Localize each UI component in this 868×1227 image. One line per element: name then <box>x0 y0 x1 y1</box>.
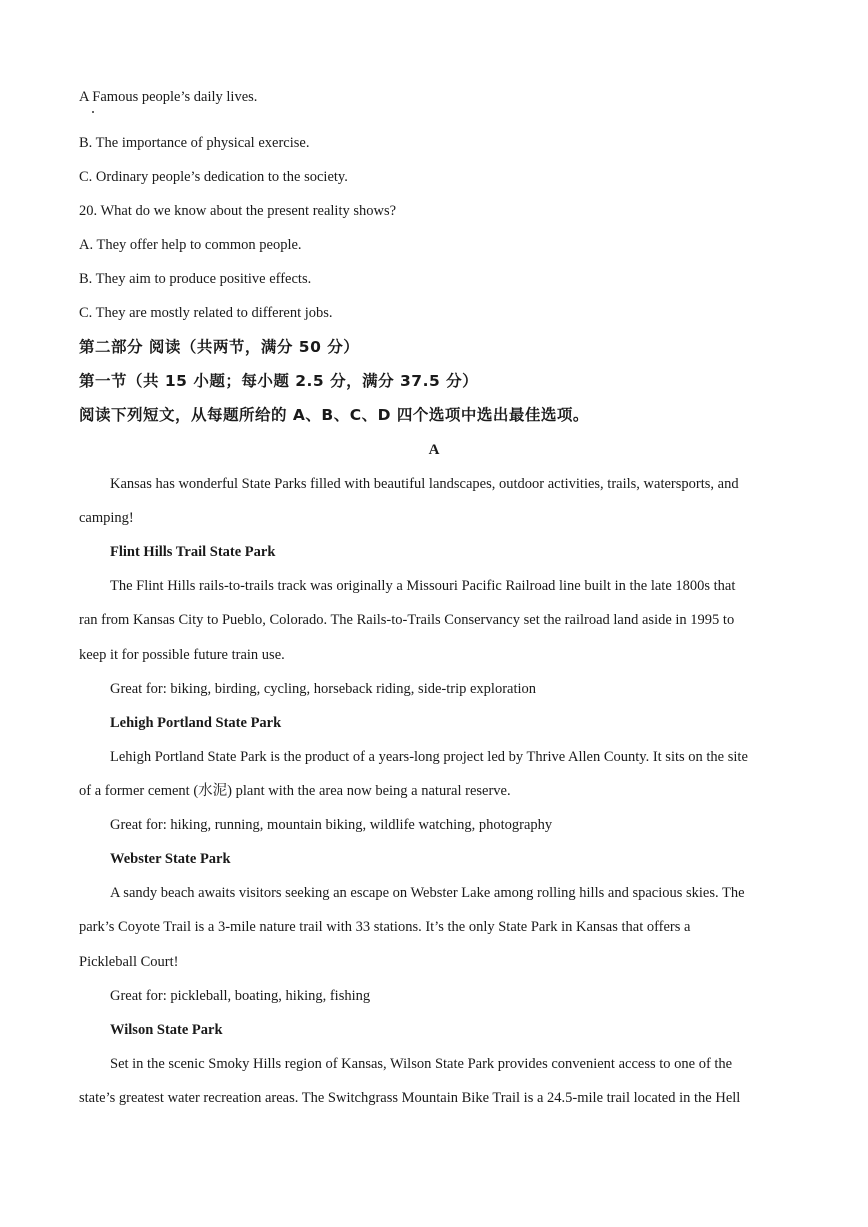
park-text: park’s Coyote Trail is a 3-mile nature trail with 33 stations. It’s the only State Park in Kansas that offers a <box>79 919 691 935</box>
park-text: of a former cement (水泥) plant with the area now being a natural reserve. <box>79 783 511 799</box>
park-heading-wilson: Wilson State Park <box>110 1022 223 1038</box>
park-heading-lehigh-portland: Lehigh Portland State Park <box>110 715 282 731</box>
great-for-webster: Great for: pickleball, boating, hiking, fishing <box>110 988 371 1004</box>
park-text: keep it for possible future train use. <box>79 647 285 663</box>
option-c: C. Ordinary people’s dedication to the society. <box>79 169 348 185</box>
park-text: ran from Kansas City to Pueblo, Colorado. The Rails-to-Trails Conservancy set the railroad land aside in 1995 to <box>79 612 735 628</box>
great-for-lehigh-portland: Great for: hiking, running, mountain biking, wildlife watching, photography <box>110 817 553 833</box>
intro-line-1: Kansas has wonderful State Parks filled with beautiful landscapes, outdoor activities, trails, watersports, and <box>110 476 739 492</box>
part-title: 第二部分 阅读（共两节，满分 50 分） <box>79 338 360 356</box>
great-for-flint-hills: Great for: biking, birding, cycling, horseback riding, side-trip exploration <box>110 681 537 697</box>
instruction: 阅读下列短文，从每题所给的 A、B、C、D 四个选项中选出最佳选项。 <box>79 406 589 424</box>
section-subtitle: 第一节（共 15 小题；每小题 2.5 分，满分 37.5 分） <box>79 372 479 390</box>
q20-option-b: B. They aim to produce positive effects. <box>79 271 312 287</box>
option-a: A Famous people’s daily lives. <box>79 89 258 105</box>
q20-option-a: A. They offer help to common people. <box>79 237 302 253</box>
stray-mark <box>92 111 94 113</box>
park-text: Set in the scenic Smoky Hills region of Kansas, Wilson State Park provides convenient access to one of the <box>110 1056 733 1072</box>
park-text: A sandy beach awaits visitors seeking an escape on Webster Lake among rolling hills and spacious skies. The <box>110 885 745 901</box>
park-heading-flint-hills: Flint Hills Trail State Park <box>110 544 276 560</box>
park-text: Lehigh Portland State Park is the product of a years-long project led by Thrive Allen County. It sits on the site <box>110 749 748 765</box>
park-text: The Flint Hills rails-to-trails track was originally a Missouri Pacific Railroad line built in the late 1800s that <box>110 578 736 594</box>
intro-line-2: camping! <box>79 510 134 526</box>
option-b: B. The importance of physical exercise. <box>79 135 310 151</box>
q20-option-c: C. They are mostly related to different jobs. <box>79 305 333 321</box>
park-text: Pickleball Court! <box>79 954 179 970</box>
park-text: state’s greatest water recreation areas. The Switchgrass Mountain Bike Trail is a 24.5-mile trail located in the Hell <box>79 1090 741 1106</box>
park-heading-webster: Webster State Park <box>110 851 231 867</box>
question-20: 20. What do we know about the present reality shows? <box>79 203 397 219</box>
passage-label: A <box>428 442 440 458</box>
